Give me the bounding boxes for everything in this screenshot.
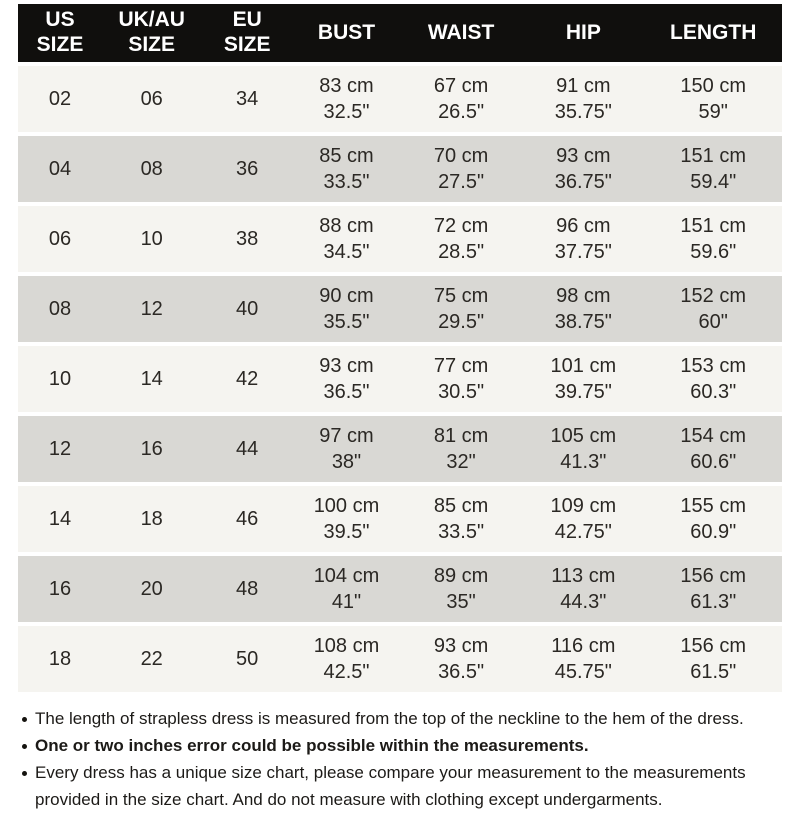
cell-value: 85 cm <box>319 144 374 167</box>
cell-bust <box>293 276 400 342</box>
cell-value: 93 cm <box>433 634 489 657</box>
cell-value: 42.75" <box>554 521 612 543</box>
cell-value: 38 <box>236 227 259 250</box>
size-row <box>18 206 782 272</box>
cell-us <box>18 66 102 132</box>
cell-value: 42 <box>236 367 259 390</box>
cell-length <box>644 206 782 272</box>
cell-us <box>18 276 102 342</box>
cell-value: 08 <box>140 157 163 180</box>
cell-value: 150 cm <box>680 74 747 97</box>
cell-value: 116 cm <box>551 634 616 657</box>
bullet-dot-icon <box>22 771 27 776</box>
cell-hip <box>522 206 644 272</box>
cell-hip <box>522 66 644 132</box>
column-header-line: SIZE <box>128 33 176 56</box>
cell-hip <box>522 416 644 482</box>
cell-value: 36.75" <box>554 171 612 193</box>
cell-waist <box>400 626 522 692</box>
size-row <box>18 346 782 412</box>
cell-us <box>18 416 102 482</box>
column-header-line: SIZE <box>223 33 271 56</box>
size-row <box>18 276 782 342</box>
cell-value: 16 <box>140 437 163 460</box>
size-row <box>18 416 782 482</box>
cell-value: 06 <box>48 227 72 250</box>
cell-value: 72 cm <box>433 214 489 237</box>
cell-waist <box>400 486 522 552</box>
cell-value: 100 cm <box>313 494 380 517</box>
cell-waist <box>400 556 522 622</box>
cell-length <box>644 346 782 412</box>
cell-value: 14 <box>140 367 163 390</box>
cell-uk <box>102 416 201 482</box>
column-header-hip <box>522 4 644 62</box>
cell-value: 50 <box>236 647 259 670</box>
note-text: Every dress has a unique size chart, please compare your measurement to the measurements provided in the size chart. And do not measure with clothing except undergarments. <box>35 763 746 809</box>
cell-value: 109 cm <box>550 494 617 517</box>
cell-value: 42.5" <box>323 661 370 683</box>
note-item <box>18 705 788 732</box>
cell-waist <box>400 276 522 342</box>
cell-eu <box>201 276 293 342</box>
cell-length <box>644 556 782 622</box>
cell-value: 156 cm <box>680 634 747 657</box>
cell-value: 20 <box>140 577 163 600</box>
cell-bust <box>293 136 400 202</box>
cell-value: 41.3" <box>560 451 607 473</box>
cell-us <box>18 626 102 692</box>
column-header-line: BUST <box>317 20 376 44</box>
column-header-line: LENGTH <box>670 20 757 44</box>
cell-value: 61.3" <box>690 591 737 613</box>
column-header-uk <box>102 4 201 62</box>
note-item <box>18 732 788 759</box>
size-row <box>18 486 782 552</box>
cell-bust <box>293 206 400 272</box>
cell-value: 36 <box>236 157 259 180</box>
cell-waist <box>400 66 522 132</box>
cell-us <box>18 136 102 202</box>
cell-value: 34.5" <box>323 241 370 263</box>
cell-value: 35" <box>446 591 476 613</box>
cell-value: 04 <box>48 157 72 180</box>
cell-value: 10 <box>48 367 72 390</box>
column-header-line: US <box>45 8 75 32</box>
cell-value: 97 cm <box>319 424 374 447</box>
cell-length <box>644 136 782 202</box>
cell-value: 88 cm <box>319 214 374 237</box>
cell-value: 10 <box>140 227 163 250</box>
cell-value: 60.6" <box>690 451 737 473</box>
cell-value: 39.75" <box>554 381 612 403</box>
cell-value: 104 cm <box>313 564 380 587</box>
cell-bust <box>293 486 400 552</box>
cell-value: 41" <box>331 591 362 613</box>
bullet-dot-icon <box>22 744 27 749</box>
cell-value: 12 <box>140 297 163 320</box>
cell-value: 108 cm <box>313 634 380 657</box>
cell-value: 91 cm <box>556 74 611 97</box>
cell-value: 98 cm <box>556 284 611 307</box>
size-chart-table <box>18 0 782 696</box>
cell-value: 60.9" <box>690 521 737 543</box>
cell-value: 75 cm <box>433 284 489 307</box>
column-header-line: UK/AU <box>118 8 185 32</box>
cell-bust <box>293 416 400 482</box>
cell-eu <box>201 136 293 202</box>
cell-value: 156 cm <box>680 564 747 587</box>
cell-waist <box>400 136 522 202</box>
cell-value: 153 cm <box>680 354 747 377</box>
cell-uk <box>102 626 201 692</box>
size-row <box>18 136 782 202</box>
cell-value: 33.5" <box>438 521 485 543</box>
cell-value: 38" <box>331 451 362 473</box>
cell-value: 96 cm <box>556 214 611 237</box>
cell-value: 46 <box>236 507 259 530</box>
cell-value: 14 <box>48 507 72 530</box>
cell-length <box>644 416 782 482</box>
cell-length <box>644 66 782 132</box>
note-text: One or two inches error could be possible within the measurements. <box>35 736 589 755</box>
cell-value: 155 cm <box>680 494 747 517</box>
cell-value: 151 cm <box>680 214 747 237</box>
cell-value: 29.5" <box>438 311 485 333</box>
cell-value: 45.75" <box>554 661 612 683</box>
column-header-length <box>644 4 782 62</box>
column-header-line: WAIST <box>427 20 495 44</box>
notes-list <box>18 705 788 813</box>
size-row <box>18 66 782 132</box>
cell-value: 38.75" <box>554 311 612 333</box>
cell-value: 59" <box>698 101 728 123</box>
cell-hip <box>522 136 644 202</box>
cell-value: 12 <box>48 437 72 460</box>
cell-eu <box>201 626 293 692</box>
cell-value: 85 cm <box>433 494 489 517</box>
cell-value: 83 cm <box>319 74 374 97</box>
cell-value: 36.5" <box>438 661 485 683</box>
cell-waist <box>400 346 522 412</box>
cell-value: 37.75" <box>554 241 612 263</box>
cell-us <box>18 556 102 622</box>
cell-value: 154 cm <box>680 424 747 447</box>
cell-value: 59.4" <box>690 171 737 193</box>
table-body <box>18 66 782 692</box>
cell-uk <box>102 136 201 202</box>
column-header-line: EU <box>232 8 262 32</box>
column-header-us <box>18 4 102 62</box>
cell-value: 90 cm <box>319 284 374 307</box>
cell-eu <box>201 416 293 482</box>
cell-value: 93 cm <box>319 354 374 377</box>
cell-value: 22 <box>140 647 163 670</box>
cell-value: 27.5" <box>438 171 485 193</box>
note-text: The length of strapless dress is measured from the top of the neckline to the hem of the dress. <box>35 709 744 728</box>
cell-hip <box>522 276 644 342</box>
cell-value: 18 <box>48 647 72 670</box>
cell-hip <box>522 556 644 622</box>
cell-value: 77 cm <box>433 354 489 377</box>
cell-eu <box>201 486 293 552</box>
cell-value: 101 cm <box>550 354 617 377</box>
cell-uk <box>102 206 201 272</box>
cell-value: 48 <box>236 577 259 600</box>
cell-value: 44.3" <box>560 591 607 613</box>
cell-value: 02 <box>48 87 72 110</box>
column-header-bust <box>293 4 400 62</box>
cell-value: 113 cm <box>551 564 616 587</box>
cell-length <box>644 486 782 552</box>
bullet-dot-icon <box>22 717 27 722</box>
cell-value: 60.3" <box>690 381 737 403</box>
cell-value: 67 cm <box>433 74 489 97</box>
cell-us <box>18 486 102 552</box>
column-header-waist <box>400 4 522 62</box>
cell-value: 151 cm <box>680 144 747 167</box>
cell-value: 18 <box>140 507 163 530</box>
size-row <box>18 626 782 692</box>
cell-value: 16 <box>48 577 72 600</box>
cell-value: 34 <box>236 87 259 110</box>
cell-waist <box>400 206 522 272</box>
cell-value: 61.5" <box>690 661 737 683</box>
column-header-eu <box>201 4 293 62</box>
header-row <box>18 4 782 62</box>
cell-hip <box>522 626 644 692</box>
cell-value: 39.5" <box>323 521 370 543</box>
cell-value: 32.5" <box>323 101 370 123</box>
column-header-line: SIZE <box>36 33 84 56</box>
cell-length <box>644 276 782 342</box>
cell-value: 32" <box>446 451 476 473</box>
cell-uk <box>102 556 201 622</box>
column-header-line: HIP <box>565 20 601 44</box>
cell-length <box>644 626 782 692</box>
cell-uk <box>102 486 201 552</box>
cell-hip <box>522 346 644 412</box>
cell-value: 89 cm <box>433 564 489 587</box>
cell-uk <box>102 346 201 412</box>
cell-us <box>18 206 102 272</box>
cell-bust <box>293 626 400 692</box>
cell-value: 152 cm <box>680 284 747 307</box>
cell-value: 30.5" <box>438 381 485 403</box>
cell-hip <box>522 486 644 552</box>
cell-us <box>18 346 102 412</box>
cell-eu <box>201 66 293 132</box>
cell-value: 44 <box>236 437 259 460</box>
cell-bust <box>293 346 400 412</box>
cell-uk <box>102 276 201 342</box>
cell-value: 26.5" <box>438 101 485 123</box>
cell-value: 40 <box>236 297 259 320</box>
table-header <box>18 4 782 62</box>
note-item <box>18 759 788 813</box>
cell-value: 81 cm <box>433 424 489 447</box>
cell-value: 35.5" <box>323 311 370 333</box>
cell-eu <box>201 206 293 272</box>
cell-uk <box>102 66 201 132</box>
cell-value: 105 cm <box>550 424 617 447</box>
cell-eu <box>201 556 293 622</box>
cell-value: 59.6" <box>690 241 737 263</box>
cell-value: 35.75" <box>554 101 612 123</box>
cell-value: 70 cm <box>433 144 489 167</box>
cell-value: 60" <box>698 311 728 333</box>
cell-value: 06 <box>140 87 163 110</box>
cell-bust <box>293 66 400 132</box>
cell-value: 28.5" <box>438 241 485 263</box>
cell-value: 36.5" <box>323 381 370 403</box>
cell-value: 08 <box>48 297 72 320</box>
cell-eu <box>201 346 293 412</box>
cell-bust <box>293 556 400 622</box>
cell-waist <box>400 416 522 482</box>
cell-value: 93 cm <box>556 144 611 167</box>
size-row <box>18 556 782 622</box>
cell-value: 33.5" <box>323 171 370 193</box>
